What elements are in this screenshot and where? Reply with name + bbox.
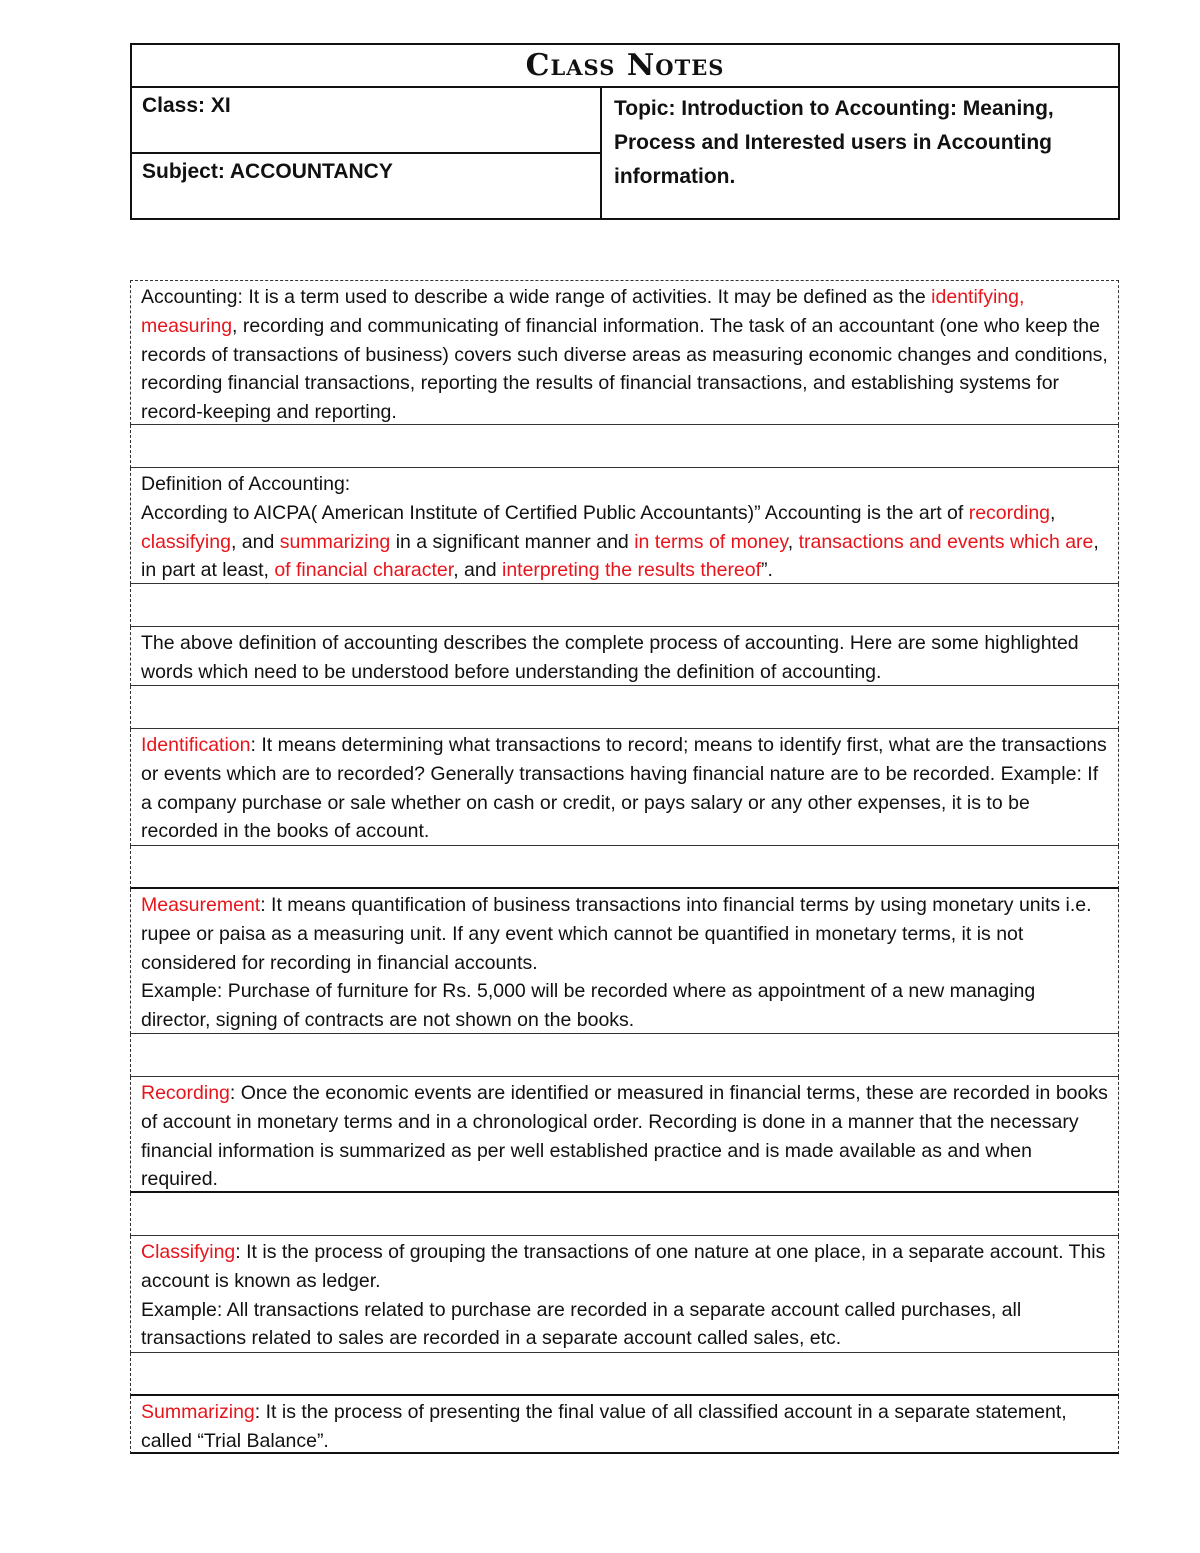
highlight-classifying: classifying	[141, 530, 231, 553]
topic-label: Topic: Introduction to Accounting: Meaning, Process and Interested users in Accounting information.	[614, 97, 1054, 188]
highlight-in-terms-of-money: in terms of money	[634, 530, 788, 553]
spacer-row	[130, 584, 1119, 627]
summarizing-term: Summarizing	[141, 1401, 255, 1423]
class-label: Class: XI	[132, 86, 600, 154]
definition-paragraph	[130, 468, 1119, 584]
highlight-recording: recording	[968, 501, 1051, 524]
definition-body	[141, 499, 1108, 585]
definition-heading: Definition of Accounting:	[141, 473, 351, 495]
definition-text-c: ,	[1050, 501, 1056, 524]
notes-table	[130, 280, 1119, 1454]
recording-paragraph	[130, 1077, 1119, 1193]
identification-paragraph	[130, 729, 1119, 846]
summarizing-paragraph	[130, 1396, 1119, 1454]
identification-text: : It means determining what transactions to record; means to identify first, what are the transactions or events which are to recorded? Generally transactions having financial nature are to be recorded. Example: If a company purchase or sale whether on cash or credit, or pays salary or any other expenses, it is to be recorded in the books of account.	[141, 734, 1107, 843]
summarizing-text: : It is the process of presenting the final value of all classified account in a separate statement, called “Trial Balance”.	[141, 1401, 1067, 1452]
header-left-column	[132, 86, 602, 218]
class-notes-header	[130, 43, 1120, 220]
accounting-text-c: , recording and communicating of financial information. The task of an accountant (one who keep the records of transactions of business) covers such diverse areas as measuring economic changes and conditions, recording financial transactions, reporting the results of financial transactions, and establishing systems for record-keeping and reporting.	[141, 314, 1108, 424]
accounting-paragraph	[130, 280, 1119, 425]
measurement-term: Measurement	[141, 894, 261, 916]
definition-text-a: According to AICPA( American Institute of Certified Public Accountants)” Accounting is the art of	[141, 501, 969, 524]
accounting-text-a: Accounting: It is a term used to describe a wide range of activities. It may be defined as the	[141, 286, 932, 308]
page-title: Class Notes	[525, 48, 725, 83]
measurement-text: : It means quantification of business transactions into financial terms by using monetary units i.e. rupee or paisa as a measuring unit. If any event which cannot be quantified in monetary terms, it is not considered for recording in financial accounts.	[141, 894, 1092, 974]
above-definition-paragraph	[130, 627, 1119, 686]
spacer-row	[130, 1034, 1119, 1077]
measurement-example: Example: Purchase of furniture for Rs. 5,000 will be recorded where as appointment of a new managing director, signing of contracts are not shown on the books.	[141, 980, 1036, 1032]
recording-term: Recording	[141, 1082, 230, 1104]
definition-text-g: in a significant manner and	[390, 530, 635, 553]
highlight-financial-character: of financial character	[274, 559, 454, 582]
recording-text: : Once the economic events are identified or measured in financial terms, these are recorded in books of account in monetary terms and in a chronological order. Recording is done in a manner that the necessary financial information is summarized as per well established practice and is made available as and when required.	[141, 1082, 1108, 1191]
subject-label: Subject: ACCOUNTANCY	[142, 160, 393, 183]
classifying-term: Classifying	[141, 1241, 236, 1263]
classifying-text: : It is the process of grouping the transactions of one nature at one place, in a separate account. This account is known as ledger.	[141, 1241, 1106, 1292]
spacer-row	[130, 846, 1119, 889]
identification-term: Identification	[141, 734, 251, 756]
accounting-highlight: identifying, measuring	[141, 286, 1025, 337]
definition-text-k: , in part at least,	[141, 530, 1099, 582]
title-row	[132, 45, 1118, 88]
highlight-transactions-events: transactions and events which are	[798, 530, 1094, 553]
above-definition-text: The above definition of accounting describes the complete process of accounting. Here are some highlighted words which need to be understood before understanding the definition of accounting.	[141, 632, 1079, 683]
spacer-row	[130, 686, 1119, 729]
definition-text-o: ”.	[761, 559, 773, 582]
classifying-example: Example: All transactions related to purchase are recorded in a separate account called purchases, all transactions related to sales are recorded in a separate account called sales, etc.	[141, 1298, 1022, 1350]
spacer-row	[130, 1193, 1119, 1236]
spacer-row	[130, 425, 1119, 468]
spacer-row	[130, 1353, 1119, 1396]
header-body	[132, 86, 1118, 218]
classifying-paragraph	[130, 1236, 1119, 1353]
measurement-paragraph	[130, 889, 1119, 1034]
definition-text-e: , and	[230, 530, 280, 553]
highlight-summarizing: summarizing	[279, 530, 391, 553]
definition-text-i: ,	[787, 530, 799, 553]
definition-text-m: , and	[453, 559, 502, 582]
highlight-interpreting: interpreting the results thereof	[501, 559, 762, 582]
